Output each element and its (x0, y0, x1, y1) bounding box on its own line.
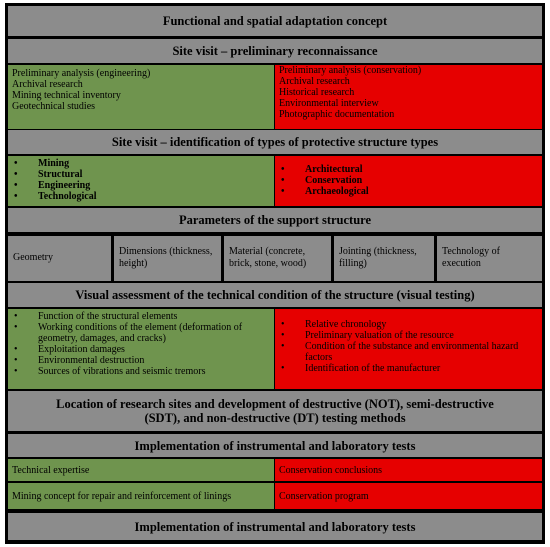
list-item: Archival research (279, 76, 350, 87)
result-text: Mining concept for repair and reinforcement of linings (12, 490, 232, 502)
list-item: • Identification of the manufacturer (279, 363, 536, 374)
list-item: • Technological (12, 191, 270, 202)
list-item: • Environmental destruction (12, 355, 268, 366)
header-research-sites (8, 391, 542, 431)
parameter-text: Technology of execution (442, 246, 500, 269)
header-functional-concept (8, 6, 542, 36)
structure-types-conservation (275, 156, 542, 206)
list-item: Preliminary analysis (engineering) (12, 68, 151, 79)
result-conservation-conclusions (275, 459, 542, 481)
result-text: Technical expertise (12, 464, 90, 476)
parameter-text: Jointing (thickness, filling) (339, 246, 417, 269)
parameter-jointing (334, 236, 434, 281)
header-text: Visual assessment of the technical condition of the structure (visual testing) (75, 288, 475, 302)
list-item: • Exploitation damages (12, 344, 268, 355)
list-item: Mining technical inventory (12, 90, 121, 101)
parameter-material (224, 236, 331, 281)
list-item: • Condition of the substance and environmental hazard factors (279, 341, 536, 363)
parameter-technology (437, 236, 542, 281)
list-item: Historical research (279, 87, 355, 98)
header-text: Parameters of the support structure (178, 213, 372, 227)
list-item: Preliminary analysis (conservation) (279, 65, 422, 76)
header-text: Implementation of instrumental and laboratory tests (134, 438, 416, 453)
parameter-geometry (8, 236, 111, 281)
list-item: Geotechnical studies (12, 101, 96, 112)
header-support-parameters (8, 208, 542, 232)
list-item: • Mining (12, 158, 270, 169)
list-item: • Sources of vibrations and seismic tremors (12, 366, 268, 377)
visual-assessment-conservation (275, 309, 542, 389)
list-item: • Conservation (279, 175, 538, 186)
list-item: Environmental interview (279, 98, 379, 109)
result-mining-concept (8, 483, 274, 509)
header-structure-types (8, 130, 542, 154)
reconnaissance-engineering (8, 65, 274, 129)
header-instrumental-tests-final (8, 513, 542, 540)
reconnaissance-conservation (275, 65, 542, 129)
header-text: Site visit – preliminary reconnaissance (172, 44, 378, 58)
list-item: • Engineering (12, 180, 270, 191)
list-item: • Preliminary valuation of the resource (279, 330, 536, 341)
flowchart (5, 3, 545, 544)
parameter-dimensions (114, 236, 221, 281)
header-preliminary-reconnaissance (8, 39, 542, 63)
visual-assessment-engineering (8, 309, 274, 389)
list-item: • Structural (12, 169, 270, 180)
list-item: • Function of the structural elements (12, 311, 268, 322)
list-item: • Architectural (279, 164, 538, 175)
list-item: • Working conditions of the element (deformation of geometry, damages, and cracks) (12, 322, 268, 344)
list-item: • Relative chronology (279, 319, 536, 330)
parameter-text: Geometry (13, 252, 53, 263)
list-item: Archival research (12, 79, 83, 90)
result-technical-expertise (8, 459, 274, 481)
header-instrumental-tests (8, 434, 542, 457)
header-text: Functional and spatial adaptation concept (162, 14, 388, 28)
header-text: Site visit – identification of types of protective structure types (111, 135, 439, 149)
result-text: Conservation conclusions (279, 464, 383, 476)
structure-types-engineering (8, 156, 274, 206)
result-text: Conservation program (279, 490, 369, 502)
result-conservation-program (275, 483, 542, 509)
parameter-text: Dimensions (thickness, height) (119, 246, 213, 269)
parameter-text: Material (concrete, brick, stone, wood) (229, 246, 307, 269)
header-visual-assessment (8, 283, 542, 307)
list-item: Photographic documentation (279, 109, 395, 120)
header-text: Implementation of instrumental and laboratory tests (134, 519, 416, 534)
list-item: • Archaeological (279, 186, 538, 197)
header-text: Location of research sites and development of destructive (NOT), semi-destructive (SDT), and non-destructive (DT) testing methods (56, 397, 494, 425)
